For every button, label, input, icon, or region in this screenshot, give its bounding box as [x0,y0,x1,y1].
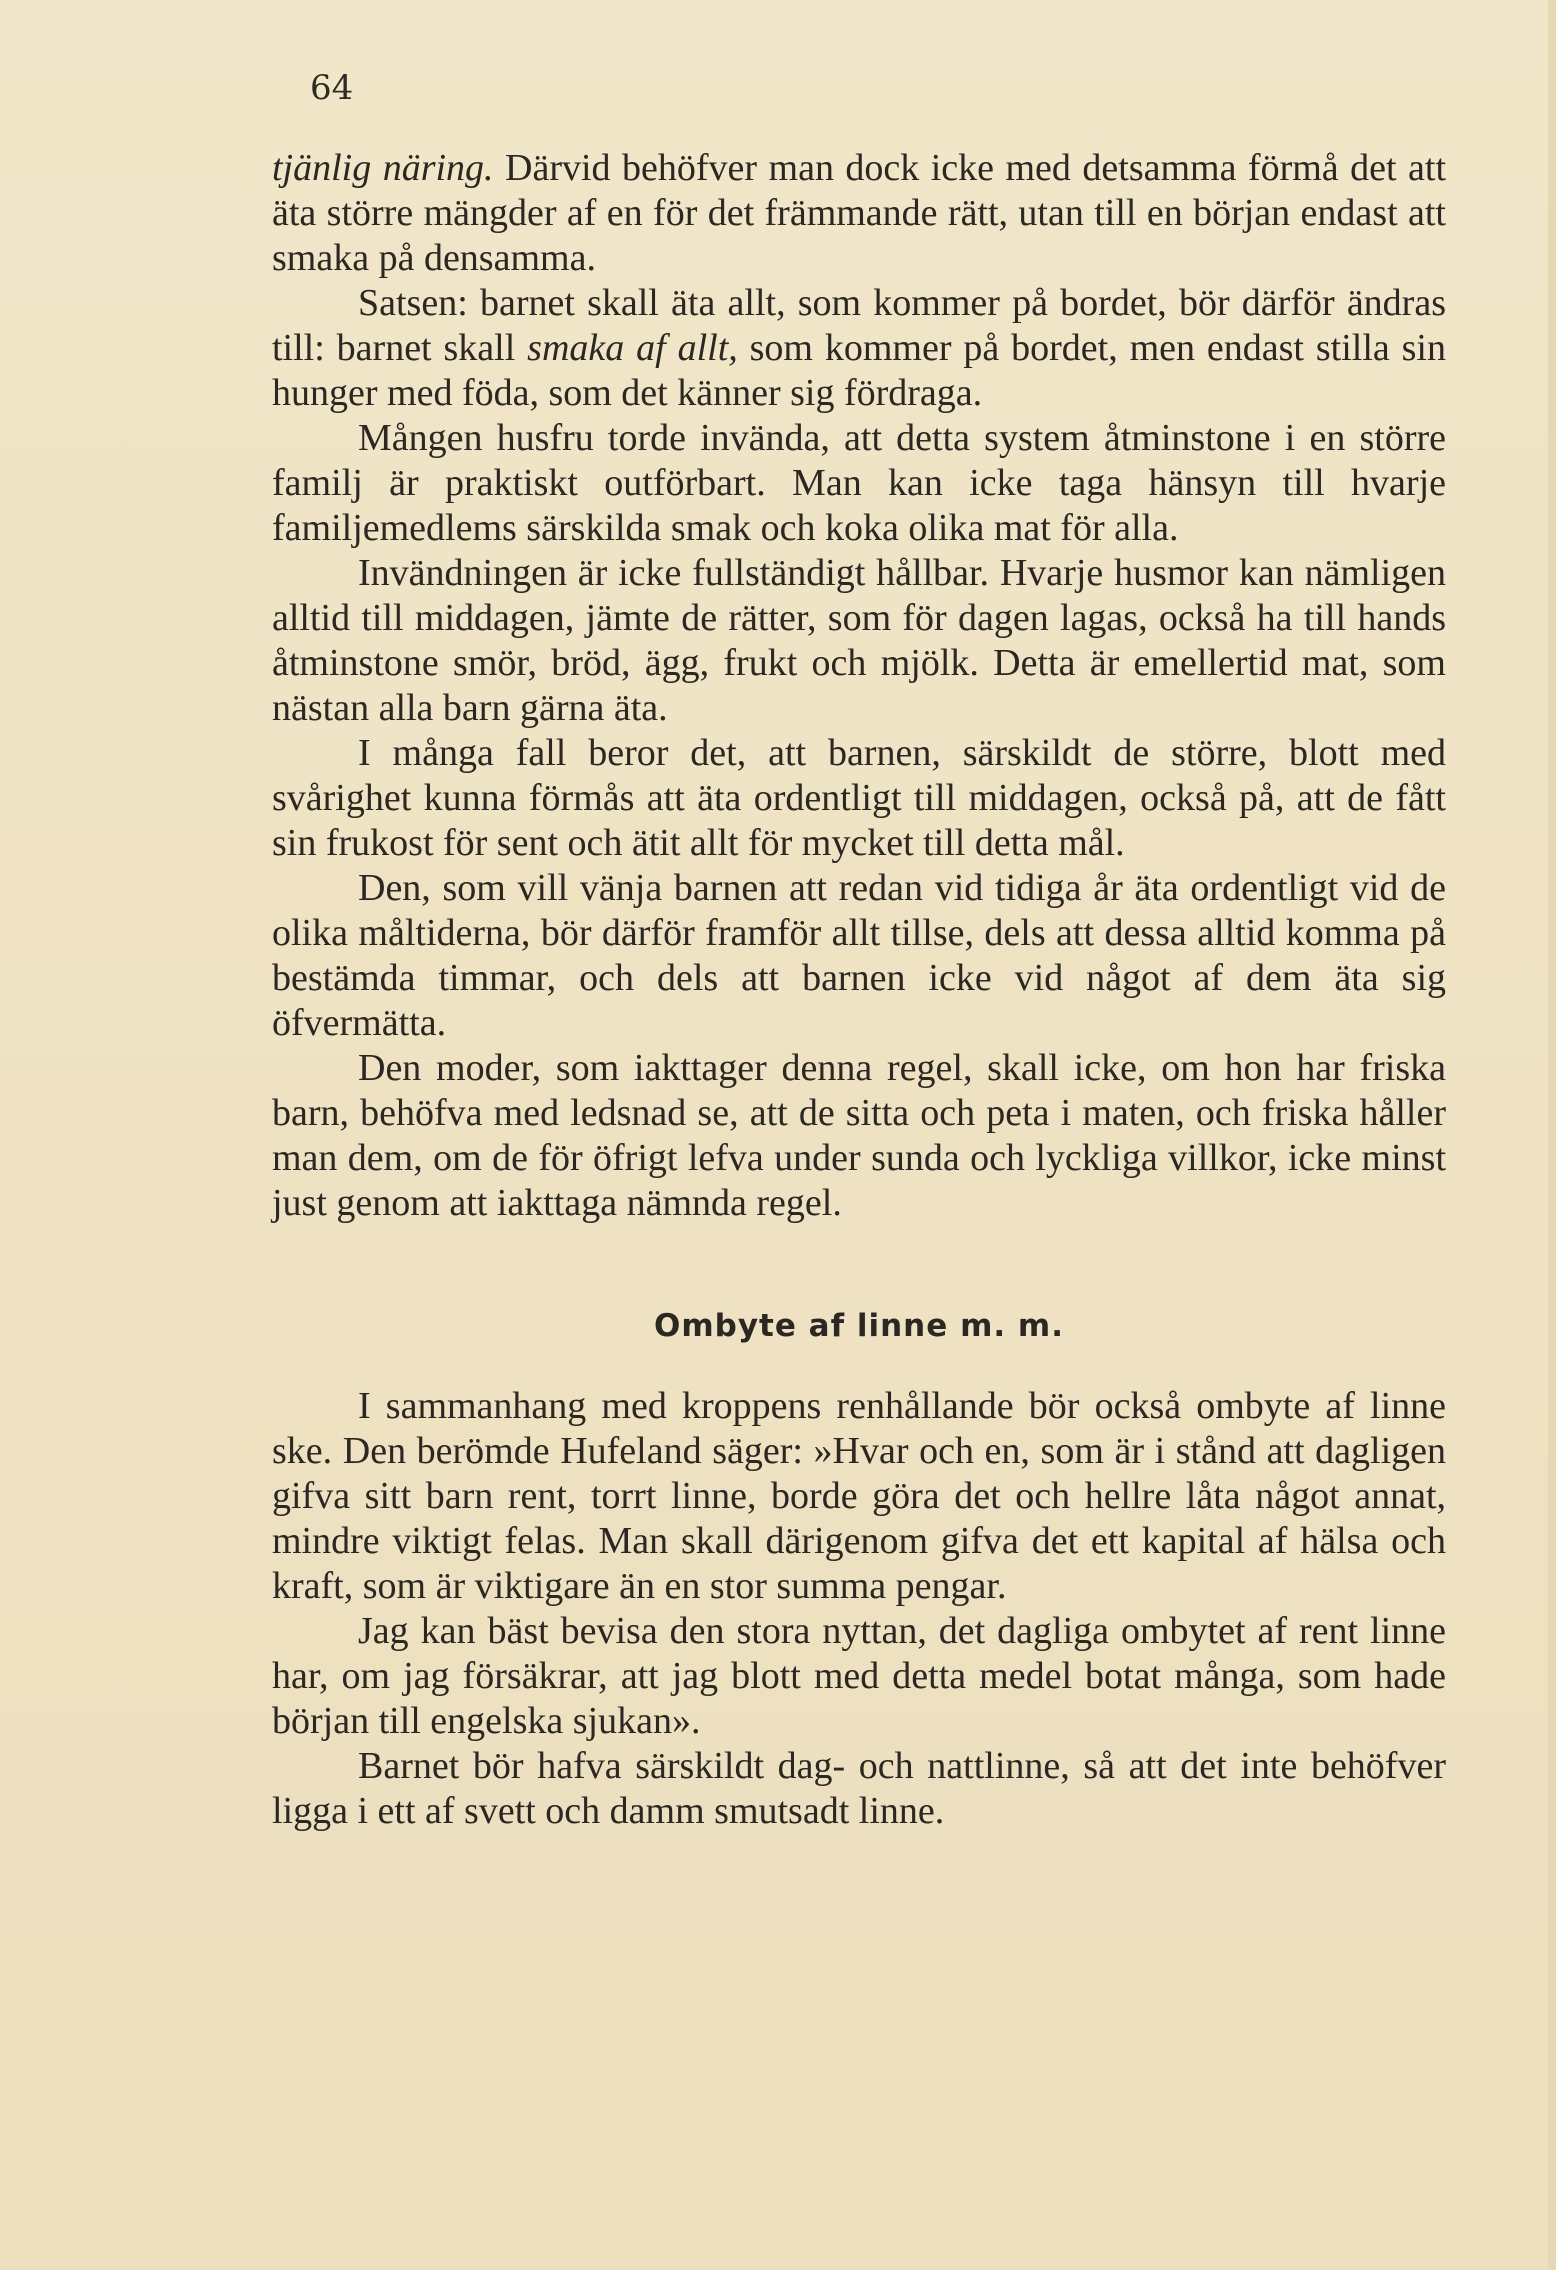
paragraph: Barnet bör hafva särskildt dag- och nattlinne, så att det inte behöfver ligga i ett af svett och damm smutsadt linne. [272,1745,1446,1832]
page-number: 64 [310,68,354,108]
paragraph-text: Därvid behöfver man dock icke med detsamma förmå det att äta större mängder af en för det främmande rätt, utan till en början endast att smaka på densamma. [272,147,1446,279]
paragraph: Invändningen är icke fullständigt hållbar. Hvarje husmor kan nämligen alltid till middagen, jämte de rätter, som för dagen lagas, också ha till hands åtminstone smör, bröd, ägg, frukt och mjölk. Detta är emellertid mat, som nästan alla barn gärna äta. [272,552,1446,729]
italic-phrase: smaka af allt, [527,327,738,369]
italic-phrase: tjänlig näring. [272,147,494,189]
section-heading: Ombyte af linne m. m. [653,1308,1065,1344]
paragraph: Den moder, som iakttager denna regel, skall icke, om hon har friska barn, behöfva med ledsnad se, att de sitta och peta i maten, och friska håller man dem, om de för öfrigt lefva under sunda och lyckliga villkor, icke minst just genom att iakttaga nämnda regel. [272,1047,1446,1224]
paragraph: Den, som vill vänja barnen att redan vid tidiga år äta ordentligt vid de olika måltiderna, bör därför framför allt tillse, dels att dessa alltid komma på bestämda timmar, och dels att barnen icke vid något af dem äta sig öfvermätta. [272,867,1446,1044]
paragraph: Mången husfru torde invända, att detta system åtminstone i en större familj är praktiskt outförbart. Man kan icke taga hänsyn till hvarje familjemedlems särskilda smak och koka olika mat för alla. [272,417,1446,549]
paragraph: I sammanhang med kroppens renhållande bör också ombyte af linne ske. Den berömde Hufeland säger: »Hvar och en, som är i stånd att dagligen gifva sitt barn rent, torrt linne, borde göra det och hellre låta något annat, mindre viktigt felas. Man skall därigenom gifva det ett kapital af hälsa och kraft, som är viktigare än en stor summa pengar. [272,1385,1446,1607]
paragraph: Jag kan bäst bevisa den stora nyttan, det dagliga ombytet af rent linne har, om jag försäkrar, att jag blott med detta medel botat många, som hade början till engelska sjukan». [272,1610,1446,1742]
paragraph-text: Satsen: barnet skall äta allt, som kommer på bordet, bör därför ändras till: barnet skall [272,282,1446,369]
body-text [272,146,1446,1834]
paragraph [272,146,1446,281]
paragraph [272,281,1446,416]
paragraph: I många fall beror det, att barnen, särskildt de större, blott med svårighet kunna förmås att äta ordentligt till middagen, också på, att de fått sin frukost för sent och ätit allt för mycket till detta mål. [272,732,1446,864]
paragraph-text: som kommer på bordet, men endast stilla sin hunger med föda, som det känner sig fördraga. [272,327,1446,414]
